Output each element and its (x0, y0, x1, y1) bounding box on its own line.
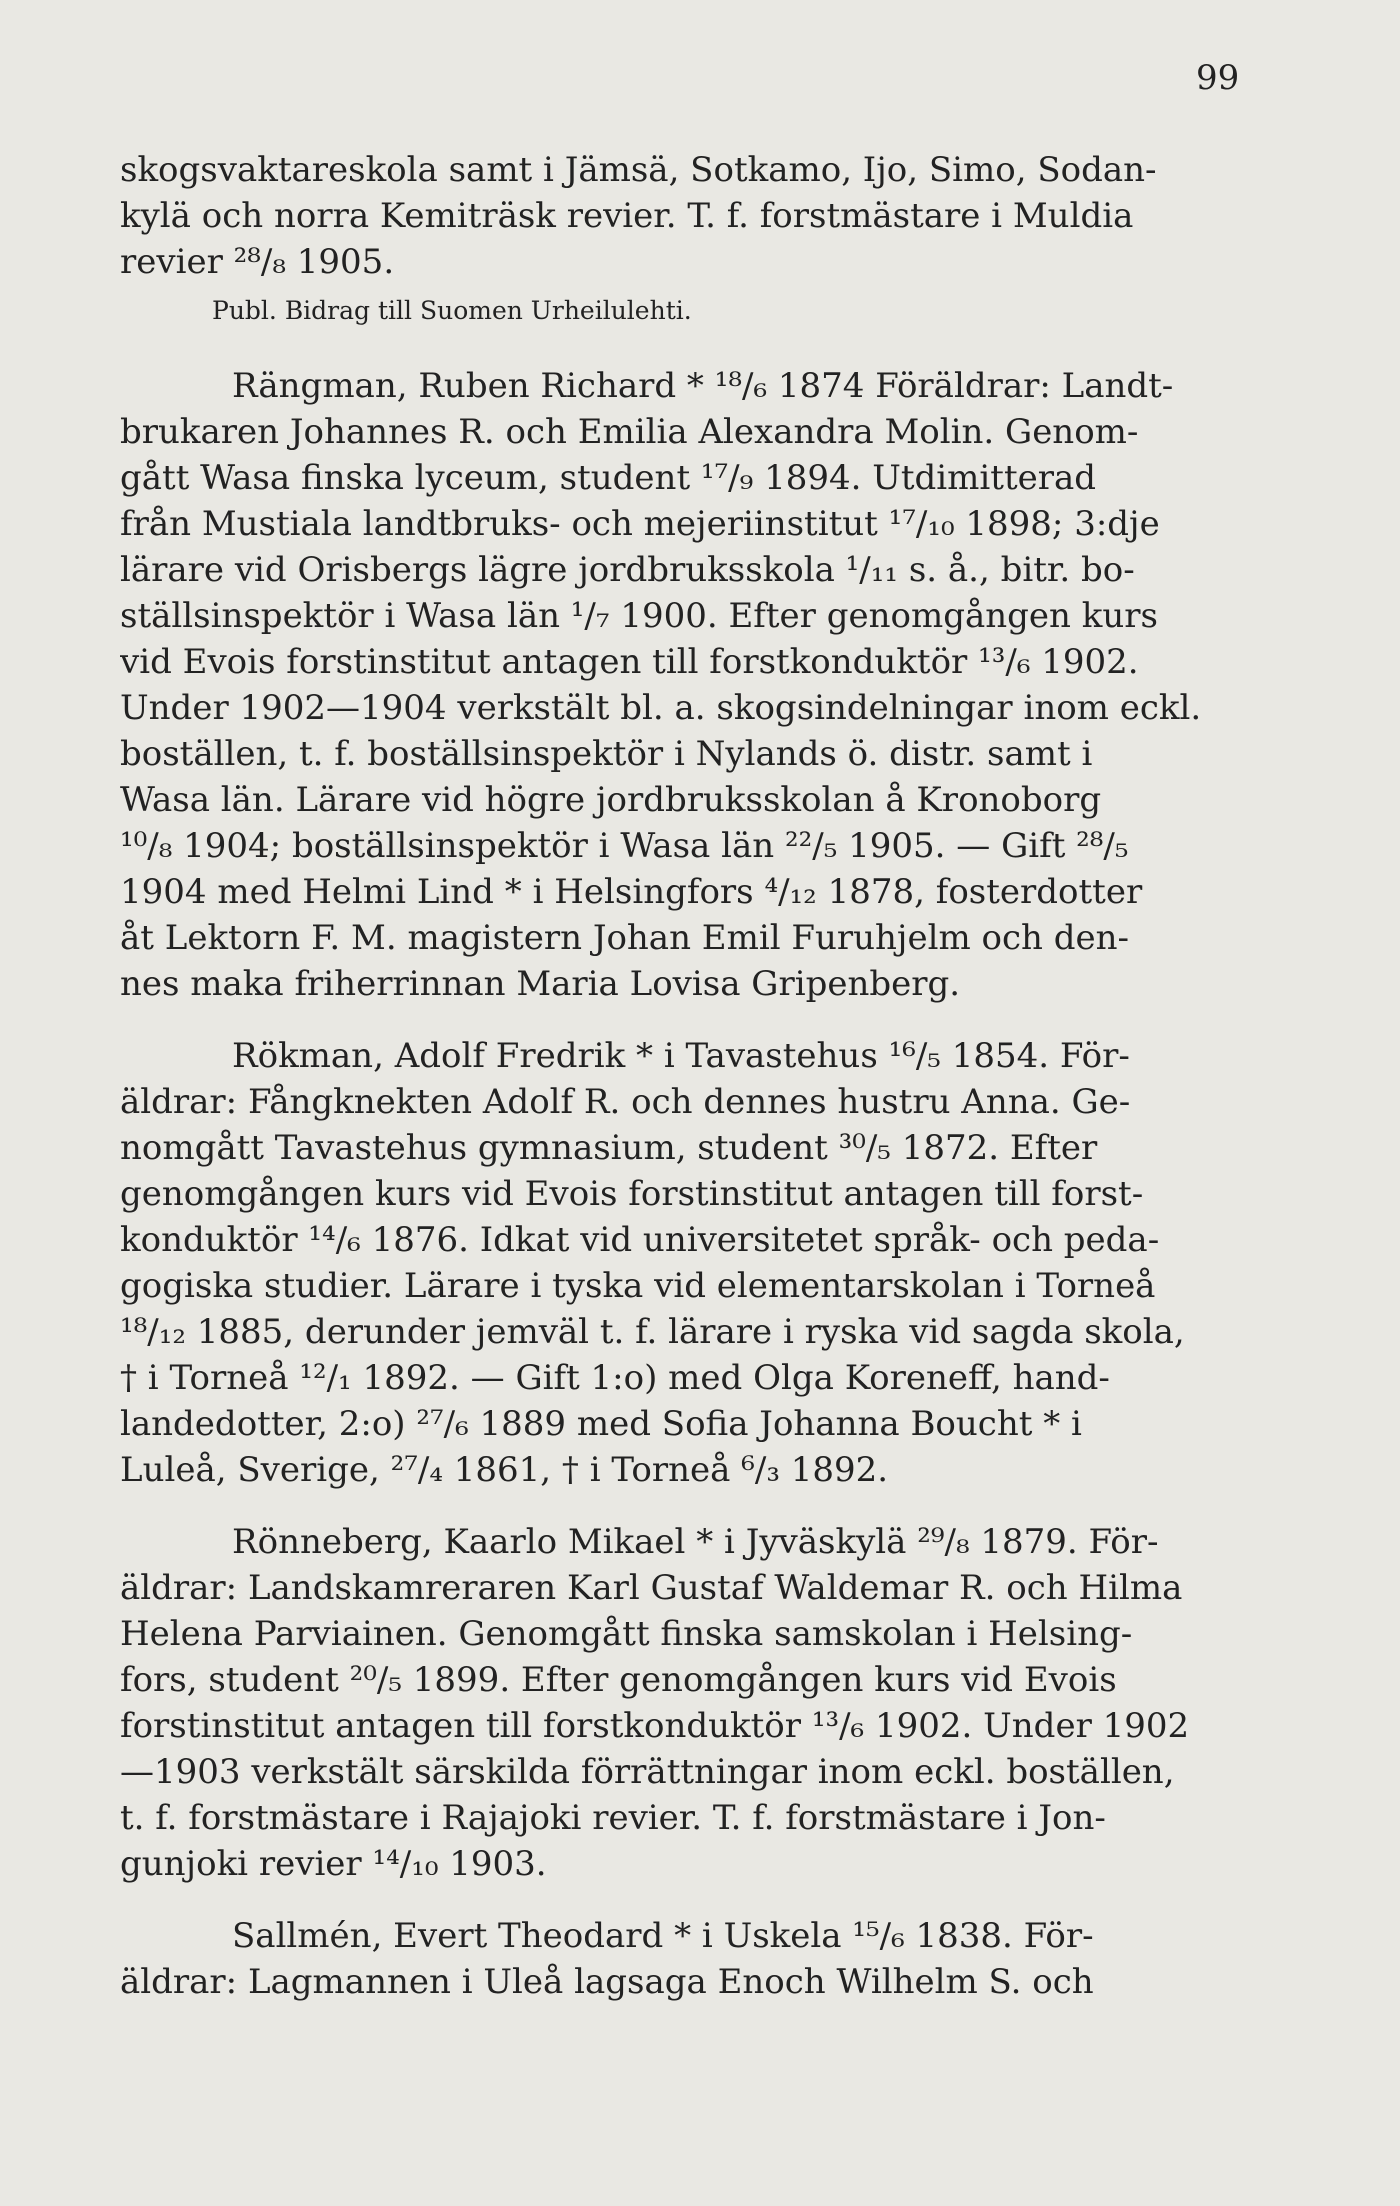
text-line: boställen, t. f. boställsinspektör i Nylands ö. distr. samt i (120, 734, 1093, 774)
text-line: landedotter, 2:o) ²⁷/₆ 1889 med Sofia Johanna Boucht * i (120, 1404, 1082, 1444)
text-line: ¹⁰/₈ 1904; boställsinspektör i Wasa län ²²/₅ 1905. — Gift ²⁸/₅ (120, 826, 1129, 866)
text-line: gunjoki revier ¹⁴/₁₀ 1903. (120, 1844, 547, 1884)
text-line: Under 1902—1904 verkstält bl. a. skogsindelningar inom eckl. (120, 688, 1202, 728)
text-line: lärare vid Orisbergs lägre jordbruksskola ¹/₁₁ s. å., bitr. bo- (120, 550, 1135, 590)
text-line: revier ²⁸/₈ 1905. (120, 242, 395, 282)
text-line: gogiska studier. Lärare i tyska vid elementarskolan i Torneå (120, 1266, 1156, 1306)
text-line: skogsvaktareskola samt i Jämsä, Sotkamo, Ijo, Simo, Sodan- (120, 150, 1157, 190)
text-line: vid Evois forstinstitut antagen till forstkonduktör ¹³/₆ 1902. (120, 642, 1139, 682)
text-line: forstinstitut antagen till forstkonduktör ¹³/₆ 1902. Under 1902 (120, 1706, 1190, 1746)
text-line: genomgången kurs vid Evois forstinstitut antagen till forst- (120, 1174, 1144, 1214)
text-line: brukaren Johannes R. och Emilia Alexandra Molin. Genom- (120, 412, 1139, 452)
text-line: Sallmén, Evert Theodard * i Uskela ¹⁵/₆ 1838. För- (232, 1916, 1094, 1956)
text-line: äldrar: Landskamreraren Karl Gustaf Waldemar R. och Hilma (120, 1568, 1183, 1608)
text-line: Luleå, Sverige, ²⁷/₄ 1861, † i Torneå ⁶/₃ 1892. (120, 1450, 889, 1490)
text-line: Rönneberg, Kaarlo Mikael * i Jyväskylä ²⁹/₈ 1879. För- (232, 1522, 1159, 1562)
paragraph-gap (120, 1887, 1280, 1913)
paragraph-gap (120, 337, 1280, 363)
text-line: nes maka friherrinnan Maria Lovisa Gripenberg. (120, 964, 961, 1004)
text-line: —1903 verkstält särskilda förrättningar inom eckl. boställen, (120, 1752, 1175, 1792)
text-line: åt Lektorn F. M. magistern Johan Emil Furuhjelm och den- (120, 918, 1130, 958)
paragraph-gap (120, 1007, 1280, 1033)
text-line: fors, student ²⁰/₅ 1899. Efter genomgången kurs vid Evois (120, 1660, 1117, 1700)
text-line: Publ. Bidrag till Suomen Urheilulehti. (212, 296, 692, 325)
text-line: 1904 med Helmi Lind * i Helsingfors ⁴/₁₂ 1878, fosterdotter (120, 872, 1143, 912)
text-line: från Mustiala landtbruks- och mejeriinstitut ¹⁷/₁₀ 1898; 3:dje (120, 504, 1160, 544)
text-line: † i Torneå ¹²/₁ 1892. — Gift 1:o) med Olga Koreneff, hand- (120, 1358, 1110, 1398)
text-column (120, 147, 1280, 2005)
text-line: Helena Parviainen. Genomgått finska samskolan i Helsing- (120, 1614, 1133, 1654)
text-line: ¹⁸/₁₂ 1885, derunder jemväl t. f. lärare i ryska vid sagda skola, (120, 1312, 1185, 1352)
text-line: Wasa län. Lärare vid högre jordbruksskolan å Kronoborg (120, 780, 1102, 820)
text-line: konduktör ¹⁴/₆ 1876. Idkat vid universitetet språk- och peda- (120, 1220, 1160, 1260)
paragraph-gap (120, 1493, 1280, 1519)
text-line: nomgått Tavastehus gymnasium, student ³⁰/₅ 1872. Efter (120, 1128, 1098, 1168)
text-line: äldrar: Lagmannen i Uleå lagsaga Enoch Wilhelm S. och (120, 1962, 1094, 2002)
text-line: gått Wasa finska lyceum, student ¹⁷/₉ 1894. Utdimitterad (120, 458, 1097, 498)
text-line: Rökman, Adolf Fredrik * i Tavastehus ¹⁶/₅ 1854. För- (232, 1036, 1130, 1076)
text-line: kylä och norra Kemiträsk revier. T. f. forstmästare i Muldia (120, 196, 1134, 236)
page-number: 99 (1196, 58, 1240, 98)
text-line: Rängman, Ruben Richard * ¹⁸/₆ 1874 Föräldrar: Landt- (232, 366, 1174, 406)
text-line: äldrar: Fångknekten Adolf R. och dennes hustru Anna. Ge- (120, 1082, 1131, 1122)
text-line: t. f. forstmästare i Rajajoki revier. T. f. forstmästare i Jon- (120, 1798, 1106, 1838)
text-line: ställsinspektör i Wasa län ¹/₇ 1900. Efter genomgången kurs (120, 596, 1158, 636)
